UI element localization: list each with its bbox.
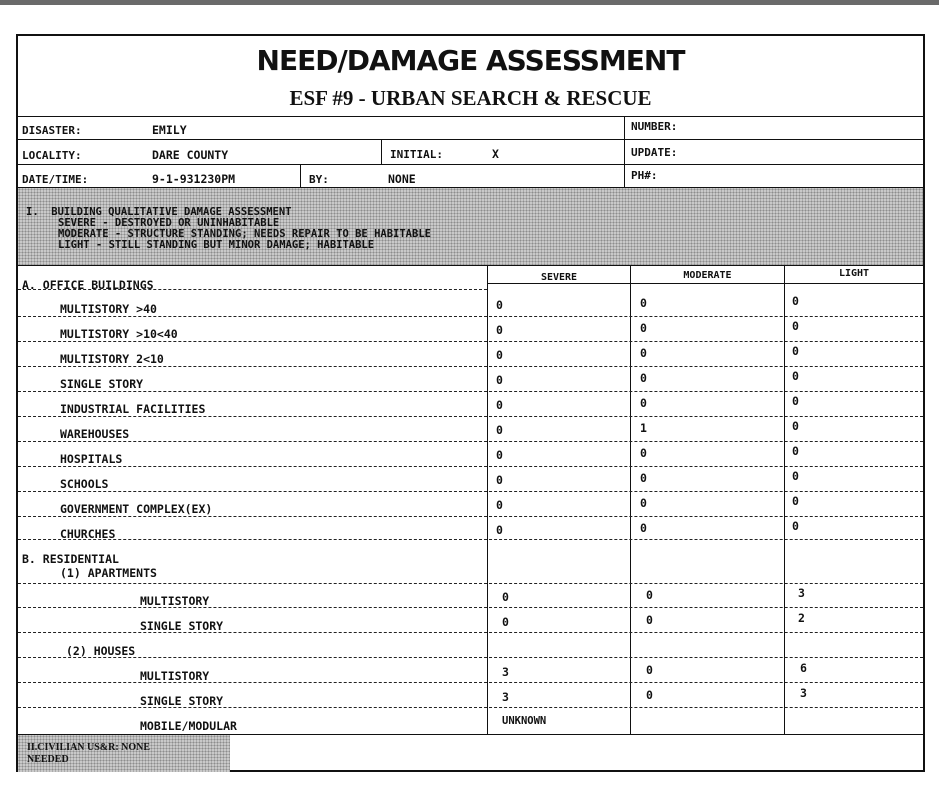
light-cell: 0	[792, 469, 799, 483]
severe-cell: 0	[496, 298, 503, 312]
light-cell: 2	[798, 611, 805, 625]
datetime-label: DATE/TIME:	[22, 173, 89, 186]
light-cell: 0	[792, 494, 799, 508]
moderate-cell: 1	[640, 421, 647, 435]
row-label: MOBILE/MODULAR	[140, 719, 237, 733]
moderate-cell: 0	[640, 371, 647, 385]
row-rule	[18, 657, 923, 658]
row-rule	[18, 316, 923, 317]
moderate-cell: 0	[640, 496, 647, 510]
light-cell: 0	[792, 319, 799, 333]
office-heading-rule	[18, 289, 487, 290]
header-top-rule	[18, 116, 923, 117]
residential-heading: B. RESIDENTIAL	[22, 552, 119, 566]
datetime-value: 9-1-931230PM	[152, 172, 236, 186]
severe-cell: 0	[496, 373, 503, 387]
by-value: NONE	[388, 172, 416, 186]
header-divider-initial	[381, 139, 382, 164]
civilian-usr-line1: II.CIVILIAN US&R: NONE	[27, 742, 151, 753]
light-cell: 0	[792, 344, 799, 358]
row-rule	[18, 366, 923, 367]
light-cell: 0	[792, 394, 799, 408]
moderate-cell: 0	[640, 521, 647, 535]
header-divider-right	[624, 116, 625, 187]
row-label: MULTISTORY >40	[60, 302, 157, 316]
houses-heading: (2) HOUSES	[66, 644, 136, 658]
severe-cell: 0	[502, 590, 509, 604]
row-label: HOSPITALS	[60, 452, 123, 466]
locality-value: DARE COUNTY	[152, 148, 229, 162]
header-divider-by	[300, 164, 301, 187]
moderate-cell: 0	[640, 446, 647, 460]
moderate-cell: 0	[640, 396, 647, 410]
severe-cell: 0	[502, 615, 509, 629]
civilian-usr-line2: NEEDED	[27, 754, 69, 765]
scan-edge	[0, 0, 939, 5]
row-rule	[18, 707, 923, 708]
initial-label: INITIAL:	[390, 148, 443, 161]
severe-cell: 0	[496, 448, 503, 462]
row-label: CHURCHES	[60, 527, 116, 541]
col-divider-severe	[487, 265, 488, 734]
row-rule	[18, 539, 923, 540]
section1-block	[26, 207, 431, 251]
light-cell: 6	[800, 661, 807, 675]
moderate-cell: 0	[640, 471, 647, 485]
moderate-cell: 0	[646, 588, 653, 602]
row-rule	[18, 632, 923, 633]
row-label: SINGLE STORY	[140, 694, 224, 708]
moderate-cell: 0	[640, 296, 647, 310]
apartments-heading: (1) APARTMENTS	[60, 566, 157, 580]
severe-cell: 0	[496, 423, 503, 437]
row-rule	[18, 516, 923, 517]
form-subtitle: ESF #9 - URBAN SEARCH & RESCUE	[289, 86, 652, 110]
column-header-light: LIGHT	[838, 268, 870, 279]
severe-cell: 0	[496, 498, 503, 512]
col-divider-light	[784, 265, 785, 734]
moderate-cell: 0	[640, 346, 647, 360]
row-rule	[18, 391, 923, 392]
severe-cell: 0	[496, 323, 503, 337]
row-label: WAREHOUSES	[60, 427, 130, 441]
row-label: INDUSTRIAL FACILITIES	[60, 402, 206, 416]
header-rule-2	[18, 164, 923, 165]
severe-cell: 0	[496, 523, 503, 537]
form-title: NEED/DAMAGE ASSESSMENT	[256, 44, 685, 77]
light-cell: 0	[792, 369, 799, 383]
light-cell: 3	[800, 686, 807, 700]
row-rule	[18, 607, 923, 608]
light-cell: 0	[792, 419, 799, 433]
row-label: SINGLE STORY	[60, 377, 144, 391]
section1-heading: I. BUILDING QUALITATIVE DAMAGE ASSESSMENT	[26, 206, 292, 218]
ph-label: PH#:	[631, 169, 658, 182]
row-rule	[18, 491, 923, 492]
moderate-cell: 0	[640, 321, 647, 335]
row-rule	[18, 341, 923, 342]
severe-cell: 3	[502, 690, 509, 704]
col-divider-moderate	[630, 265, 631, 734]
row-rule	[18, 682, 923, 683]
moderate-cell: 0	[646, 688, 653, 702]
row-label: MULTISTORY >10<40	[60, 327, 178, 341]
number-label: NUMBER:	[631, 120, 678, 133]
light-definition: LIGHT - STILL STANDING BUT MINOR DAMAGE; HABITABLE	[58, 239, 375, 251]
by-label: BY:	[309, 173, 329, 186]
severe-cell: 0	[496, 348, 503, 362]
severe-cell: 3	[502, 665, 509, 679]
light-cell: 0	[792, 294, 799, 308]
row-label: SINGLE STORY	[140, 619, 224, 633]
row-label: MULTISTORY 2<10	[60, 352, 164, 366]
disaster-label: DISASTER:	[22, 124, 82, 137]
severe-cell: UNKNOWN	[502, 715, 547, 727]
row-label: MULTISTORY	[140, 594, 210, 608]
civilian-usr-note	[27, 742, 150, 766]
moderate-cell: 0	[646, 663, 653, 677]
initial-value: X	[492, 147, 499, 161]
assessment-form	[16, 34, 925, 772]
column-header-severe: SEVERE	[540, 272, 578, 283]
table-top-rule	[18, 265, 923, 266]
severe-cell: 0	[496, 473, 503, 487]
row-rule	[18, 583, 923, 584]
row-rule	[18, 466, 923, 467]
moderate-cell: 0	[646, 613, 653, 627]
column-header-moderate: MODERATE	[683, 270, 732, 281]
light-cell: 3	[798, 586, 805, 600]
severe-definition: SEVERE - DESTROYED OR UNINHABITABLE	[58, 217, 280, 229]
locality-label: LOCALITY:	[22, 149, 82, 162]
header-rule-1	[18, 139, 923, 140]
disaster-value: EMILY	[152, 123, 187, 137]
row-label: GOVERNMENT COMPLEX(EX)	[60, 502, 213, 516]
row-label: SCHOOLS	[60, 477, 109, 491]
row-rule	[18, 441, 923, 442]
light-cell: 0	[792, 519, 799, 533]
column-header-rule	[487, 283, 923, 284]
office-heading: A. OFFICE BUILDINGS	[22, 278, 154, 292]
light-cell: 0	[792, 444, 799, 458]
severe-cell: 0	[496, 398, 503, 412]
row-label: MULTISTORY	[140, 669, 210, 683]
moderate-definition: MODERATE - STRUCTURE STANDING; NEEDS REPAIR TO BE HABITABLE	[58, 228, 431, 240]
row-rule	[18, 416, 923, 417]
update-label: UPDATE:	[631, 146, 678, 159]
